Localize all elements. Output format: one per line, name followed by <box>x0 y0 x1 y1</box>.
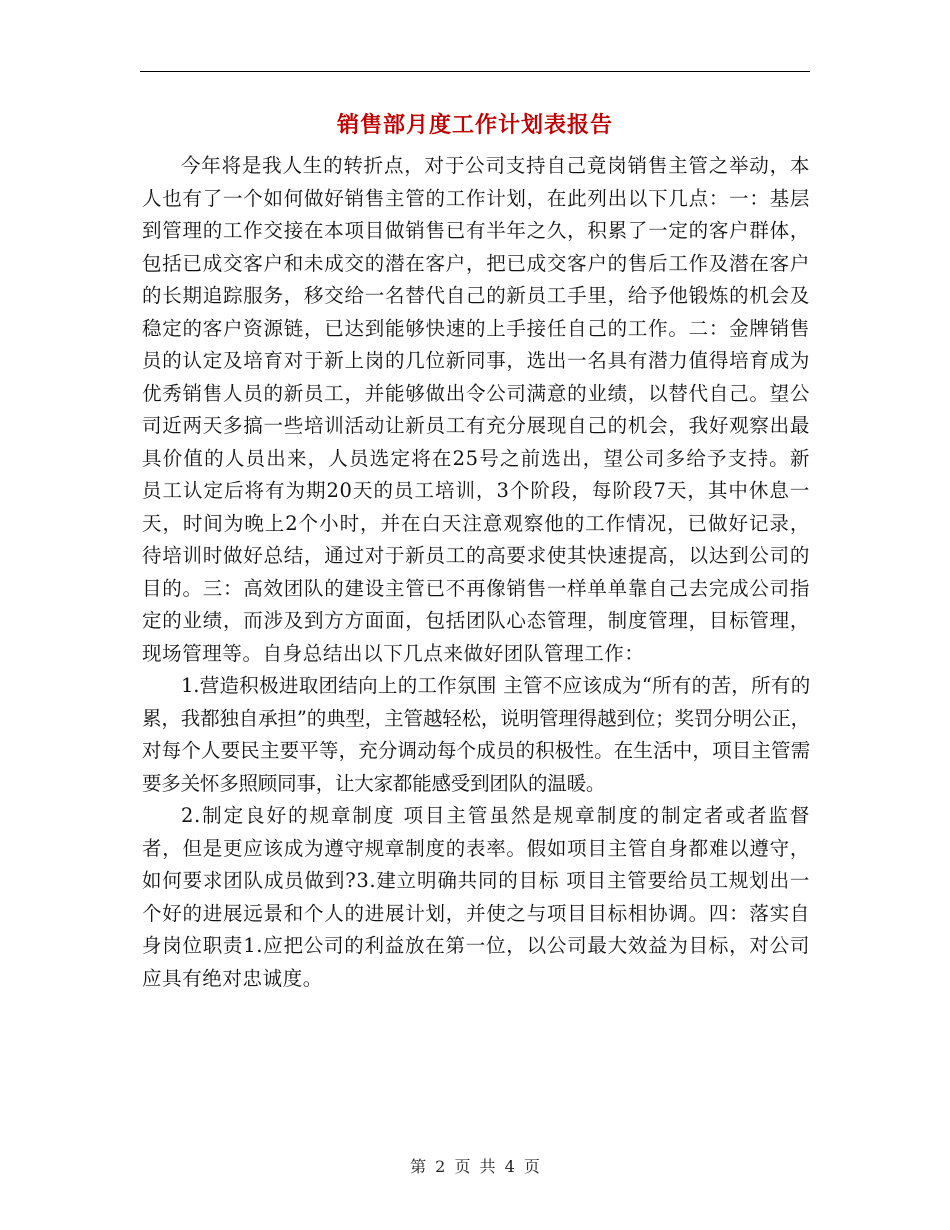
header-rule <box>140 71 810 72</box>
paragraph-item-2: 2.制定良好的规章制度 项目主管虽然是规章制度的制定者或者监督者，但是更应该成为遵守规章制度的表率。假如项目主管自身都难以遵守，如何要求团队成员做到?3.建立明确共同的目标 项目主管要给员工规划出一个好的进展远景和个人的进展计划，并使之与项目目标相协调。四：落实自身岗位职责1.应把公司的利益放在第一位，以公司最大效益为目标，对公司应具有绝对忠诚度。 <box>142 804 810 990</box>
page-number-footer: 第 2 页 共 4 页 <box>410 1157 540 1176</box>
document-body <box>142 150 810 995</box>
paragraph-item-1: 1.营造积极进取团结向上的工作氛围 主管不应该成为“所有的苦，所有的累，我都独自承担”的典型，主管越轻松，说明管理得越到位；奖罚分明公正，对每个人要民主要平等，充分调动每个成员的积极性。在生活中，项目主管需要多关怀多照顾同事，让大家都能感受到团队的温暖。 <box>142 674 810 795</box>
document-title: 销售部月度工作计划表报告 <box>336 113 613 138</box>
paragraph-intro: 今年将是我人生的转折点，对于公司支持自己竟岗销售主管之举动，本人也有了一个如何做好销售主管的工作计划，在此列出以下几点：一：基层到管理的工作交接在本项目做销售已有半年之久，积累了一定的客户群体，包括已成交客户和未成交的潜在客户，把已成交客户的售后工作及潜在客户的长期追踪服务，移交给一名替代自己的新员工手里，给予他锻炼的机会及稳定的客户资源链，已达到能够快速的上手接任自己的工作。二：金牌销售员的认定及培育对于新上岗的几位新同事，选出一名具有潜力值得培育成为优秀销售人员的新员工，并能够做出令公司满意的业绩，以替代自己。望公司近两天多搞一些培训活动让新员工有充分展现自己的机会，我好观察出最具价值的人员出来，人员选定将在25号之前选出，望公司多给予支持。新员工认定后将有为期20天的员工培训，3个阶段，每阶段7天，其中休息一天，时间为晚上2个小时，并在白天注意观察他的工作情况，已做好记录，待培训时做好总结，通过对于新员工的高要求使其快速提高，以达到公司的目的。三：高效团队的建设主管已不再像销售一样单单靠自己去完成公司指定的业绩，而涉及到方方面面，包括团队心态管理，制度管理，目标管理，现场管理等。自身总结出以下几点来做好团队管理工作： <box>142 154 810 665</box>
